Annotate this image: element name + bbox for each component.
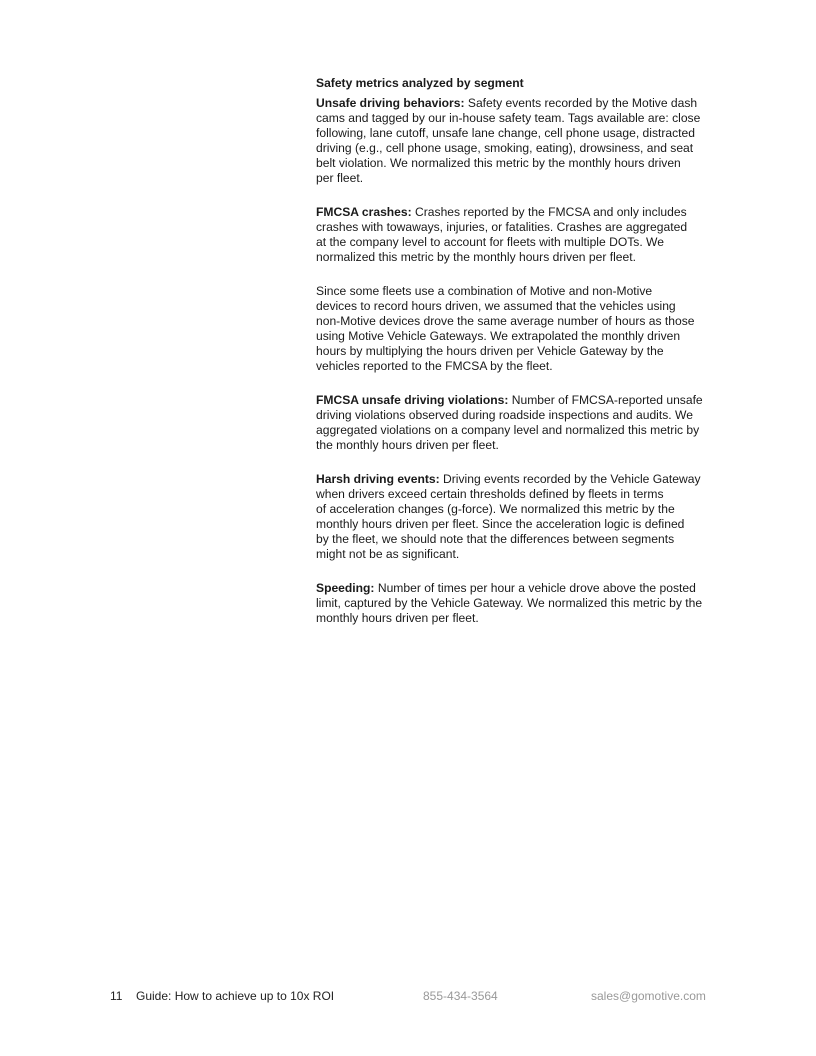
paragraph-line (316, 314, 716, 329)
paragraph-line (316, 220, 716, 235)
paragraph-text: Safety events recorded by the Motive dash (464, 96, 698, 110)
paragraph-line (316, 532, 716, 547)
paragraph-text: monthly hours driven per fleet. (316, 611, 479, 625)
paragraph-line (316, 250, 716, 265)
paragraph-line (316, 393, 716, 408)
paragraph (316, 96, 716, 186)
paragraph-line (316, 235, 716, 250)
paragraph-text: might not be as significant. (316, 547, 460, 561)
paragraph-line (316, 472, 716, 487)
paragraph-label: Harsh driving events: (316, 472, 440, 486)
paragraph-text: driving (e.g., cell phone usage, smoking, eating), drowsiness, and seat (316, 141, 694, 155)
paragraph-text: the monthly hours driven per fleet. (316, 438, 499, 452)
paragraph-text: belt violation. We normalized this metric by the monthly hours driven (316, 156, 681, 170)
paragraph (316, 472, 716, 562)
paragraph-line (316, 408, 716, 423)
paragraphs (316, 96, 716, 626)
paragraph-line (316, 438, 716, 453)
paragraph-line (316, 611, 716, 626)
paragraph-label: FMCSA crashes: (316, 205, 412, 219)
paragraph-line (316, 344, 716, 359)
page-number: 11 (110, 989, 123, 1003)
paragraph-line (316, 96, 716, 111)
paragraph-line (316, 171, 716, 186)
paragraph-line (316, 126, 716, 141)
paragraph-line (316, 487, 716, 502)
paragraph-label: Unsafe driving behaviors: (316, 96, 465, 110)
paragraph-text: aggregated violations on a company level and normalized this metric by (316, 423, 700, 437)
paragraph-text: following, lane cutoff, unsafe lane change, cell phone usage, distracted (316, 126, 695, 140)
paragraph-line (316, 111, 716, 126)
paragraph-line (316, 359, 716, 374)
paragraph-text: devices to record hours driven, we assumed that the vehicles using (316, 299, 676, 313)
phone-number[interactable]: 855-434-3564 (423, 989, 498, 1003)
paragraph-text: normalized this metric by the monthly hours driven per fleet. (316, 250, 636, 264)
paragraph-line (316, 299, 716, 314)
guide-title: Guide: How to achieve up to 10x ROI (136, 989, 335, 1003)
paragraph (316, 393, 716, 453)
paragraph (316, 284, 716, 374)
paragraph-text: limit, captured by the Vehicle Gateway. We normalized this metric by the (316, 596, 703, 610)
paragraph-text: when drivers exceed certain thresholds defined by fleets in terms (316, 487, 664, 501)
paragraph-line (316, 329, 716, 344)
paragraph-text: cams and tagged by our in-house safety team. Tags available are: close (316, 111, 701, 125)
paragraph-text: driving violations observed during roadside inspections and audits. We (316, 408, 693, 422)
paragraph (316, 581, 716, 626)
paragraph-text: vehicles reported to the FMCSA by the fleet. (316, 359, 553, 373)
paragraph-line (316, 284, 716, 299)
paragraph-label: FMCSA unsafe driving violations: (316, 393, 509, 407)
paragraph-line (316, 423, 716, 438)
content (316, 76, 716, 645)
email-link[interactable]: sales@gomotive.com (591, 989, 706, 1003)
section-title: Safety metrics analyzed by segment (316, 76, 524, 90)
paragraph-text: Number of FMCSA-reported unsafe (508, 393, 703, 407)
paragraph-label: Speeding: (316, 581, 375, 595)
paragraph-text: using Motive Vehicle Gateways. We extrapolated the monthly driven (316, 329, 681, 343)
paragraph (316, 205, 716, 265)
paragraph-text: Crashes reported by the FMCSA and only includes (411, 205, 687, 219)
paragraph-text: crashes with towaways, injuries, or fatalities. Crashes are aggregated (316, 220, 688, 234)
paragraph-text: monthly hours driven per fleet. Since the acceleration logic is defined (316, 517, 685, 531)
paragraph-line (316, 502, 716, 517)
paragraph-line (316, 596, 716, 611)
paragraph-text: per fleet. (316, 171, 364, 185)
paragraph-text: non-Motive devices drove the same average number of hours as those (316, 314, 695, 328)
paragraph-text: Since some fleets use a combination of Motive and non-Motive (316, 284, 653, 298)
paragraph-line (316, 156, 716, 171)
paragraph-line (316, 141, 716, 156)
paragraph-text: Driving events recorded by the Vehicle Gateway (439, 472, 701, 486)
paragraph-line (316, 581, 716, 596)
paragraph-line (316, 205, 716, 220)
paragraph-text: at the company level to account for fleets with multiple DOTs. We (316, 235, 664, 249)
paragraph-line (316, 517, 716, 532)
paragraph-line (316, 547, 716, 562)
paragraph-text: Number of times per hour a vehicle drove above the posted (374, 581, 696, 595)
paragraph-text: of acceleration changes (g-force). We normalized this metric by the (316, 502, 675, 516)
paragraph-text: hours by multiplying the hours driven per Vehicle Gateway by the (316, 344, 664, 358)
paragraph-text: by the fleet, we should note that the differences between segments (316, 532, 675, 546)
